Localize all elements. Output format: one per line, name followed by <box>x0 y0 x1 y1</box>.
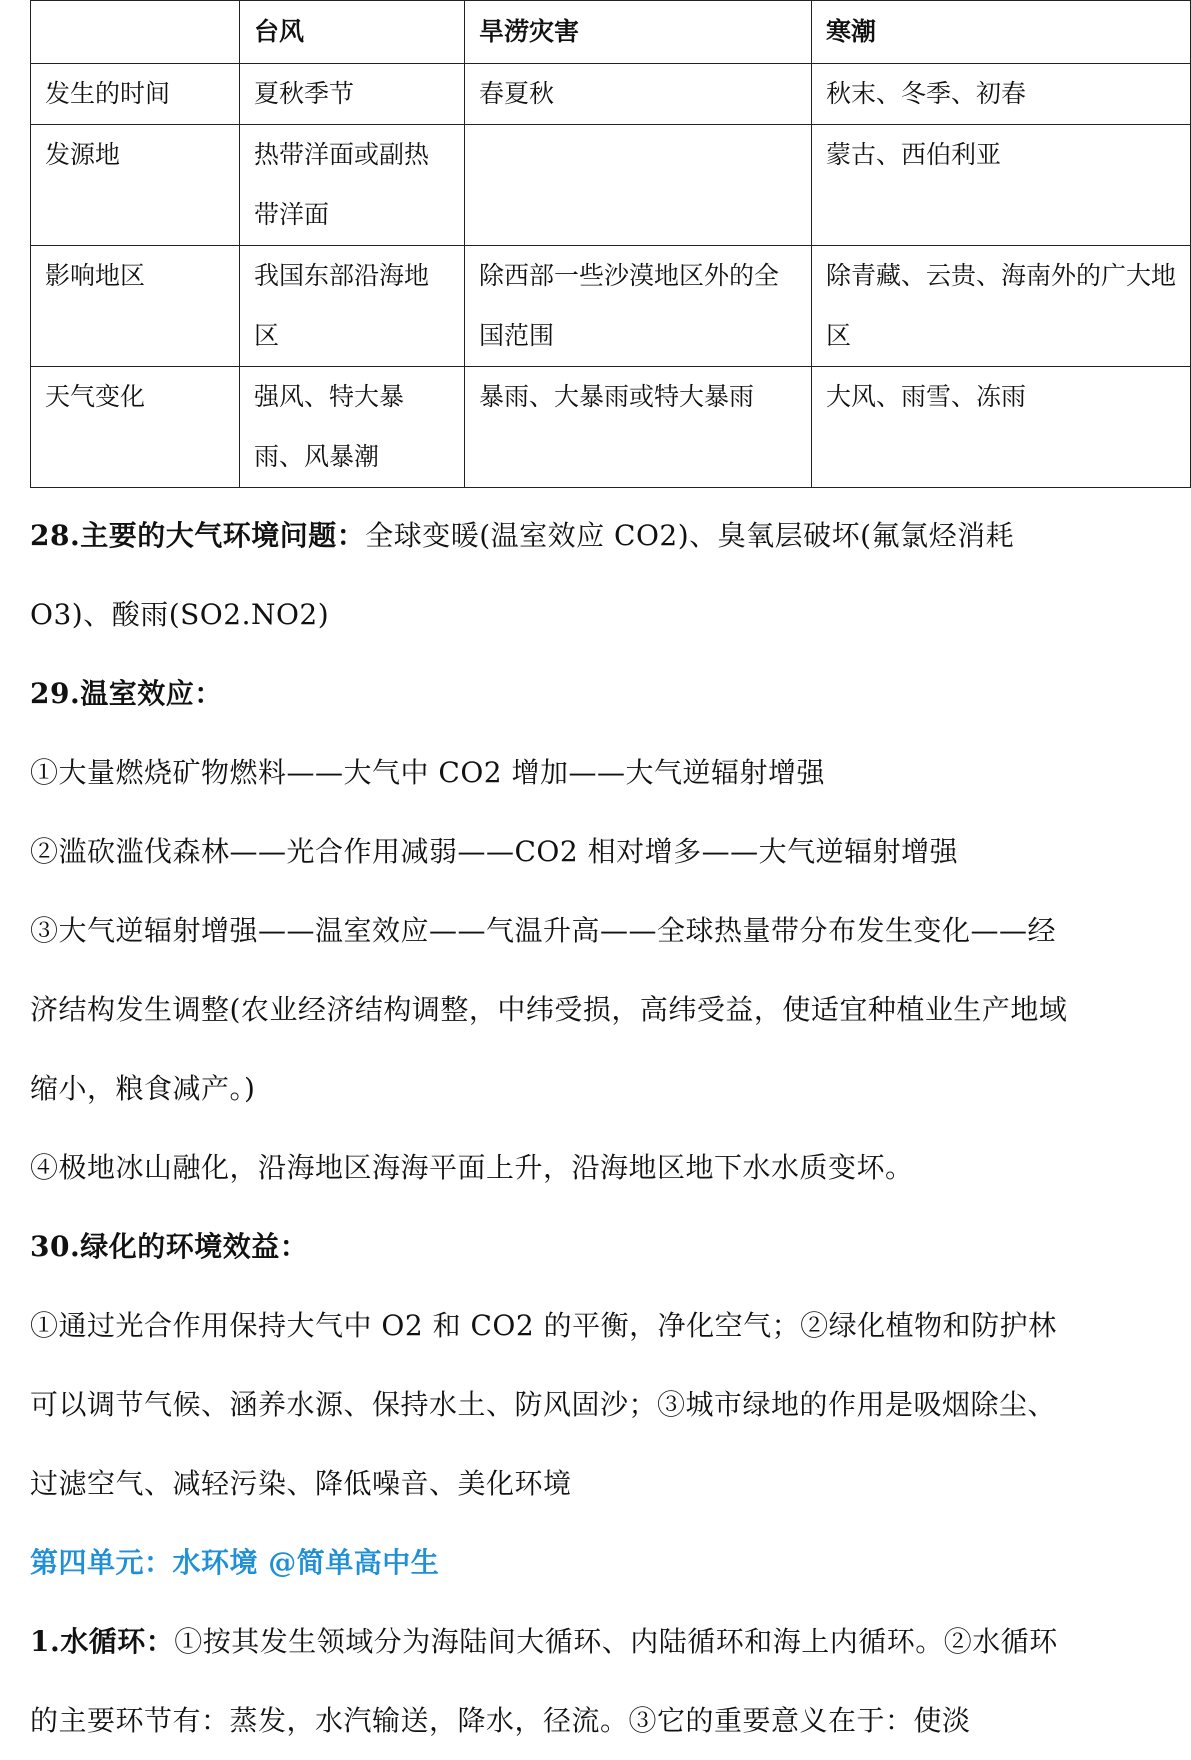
section-1-text: ①按其发生领域分为海陆间大循环、内陆循环和海上内循环。②水循环的主要环节有：蒸发，水汽输送，降水，径流。③它的重要意义在于：使淡 <box>30 1625 1058 1737</box>
table-header-cell: 寒潮 <box>812 1 1191 64</box>
table-row <box>31 125 1191 246</box>
table-cell: 发生的时间 <box>31 64 240 125</box>
section-29-item-1: ①大量燃烧矿物燃料——大气中 CO2 增加——大气逆辐射增强 <box>30 756 825 789</box>
table-cell: 强风、特大暴雨、风暴潮 <box>240 367 465 488</box>
table-cell: 热带洋面或副热带洋面 <box>240 125 465 246</box>
table-header-cell: 台风 <box>240 1 465 64</box>
section-29-item-3: ③大气逆辐射增强——温室效应——气温升高——全球热量带分布发生变化——经济结构发生调整(农业经济结构调整，中纬受损，高纬受益，使适宜种植业生产地域缩小，粮食减产。) <box>30 914 1068 1105</box>
table-cell: 夏秋季节 <box>240 64 465 125</box>
document-page <box>30 0 1177 1760</box>
table-cell: 影响地区 <box>31 246 240 367</box>
section-29-heading: 29.温室效应： <box>30 677 223 710</box>
table-header-cell <box>31 1 240 64</box>
table-cell: 秋末、冬季、初春 <box>812 64 1191 125</box>
table-cell: 春夏秋 <box>465 64 812 125</box>
table-cell: 除青藏、云贵、海南外的广大地区 <box>812 246 1191 367</box>
table-cell: 我国东部沿海地区 <box>240 246 465 367</box>
table-cell: 发源地 <box>31 125 240 246</box>
section-28 <box>30 496 1074 654</box>
table-cell: 除西部一些沙漠地区外的全国范围 <box>465 246 812 367</box>
section-29-item-2: ②滥砍滥伐森林——光合作用减弱——CO2 相对增多——大气逆辐射增强 <box>30 835 959 868</box>
unit-4-title: 第四单元：水环境 @简单高中生 <box>30 1546 440 1579</box>
table-header-cell: 旱涝灾害 <box>465 1 812 64</box>
section-29-item-4: ④极地冰山融化，沿海地区海海平面上升，沿海地区地下水水质变坏。 <box>30 1151 914 1184</box>
table-cell <box>465 125 812 246</box>
table-row <box>31 64 1191 125</box>
section-28-text: 全球变暖(温室效应 CO2)、臭氧层破坏(氟氯烃消耗 O3)、酸雨(SO2.NO2) <box>30 519 1015 631</box>
table-header-row <box>31 1 1191 64</box>
table-cell: 天气变化 <box>31 367 240 488</box>
notes-content <box>30 496 1074 1760</box>
table-row <box>31 367 1191 488</box>
section-1-heading: 1.水循环： <box>30 1625 175 1658</box>
disaster-comparison-table <box>30 0 1191 488</box>
table-cell: 暴雨、大暴雨或特大暴雨 <box>465 367 812 488</box>
table-row <box>31 246 1191 367</box>
section-30-heading: 30.绿化的环境效益： <box>30 1230 309 1263</box>
section-28-heading: 28.主要的大气环境问题： <box>30 519 366 552</box>
section-1 <box>30 1602 1074 1760</box>
table-cell: 大风、雨雪、冻雨 <box>812 367 1191 488</box>
table-cell: 蒙古、西伯利亚 <box>812 125 1191 246</box>
section-30-text: ①通过光合作用保持大气中 O2 和 CO2 的平衡，净化空气；②绿化植物和防护林可以调节气候、涵养水源、保持水土、防风固沙；③城市绿地的作用是吸烟除尘、过滤空气、减轻污染、降低噪音、美化环境 <box>30 1309 1057 1500</box>
